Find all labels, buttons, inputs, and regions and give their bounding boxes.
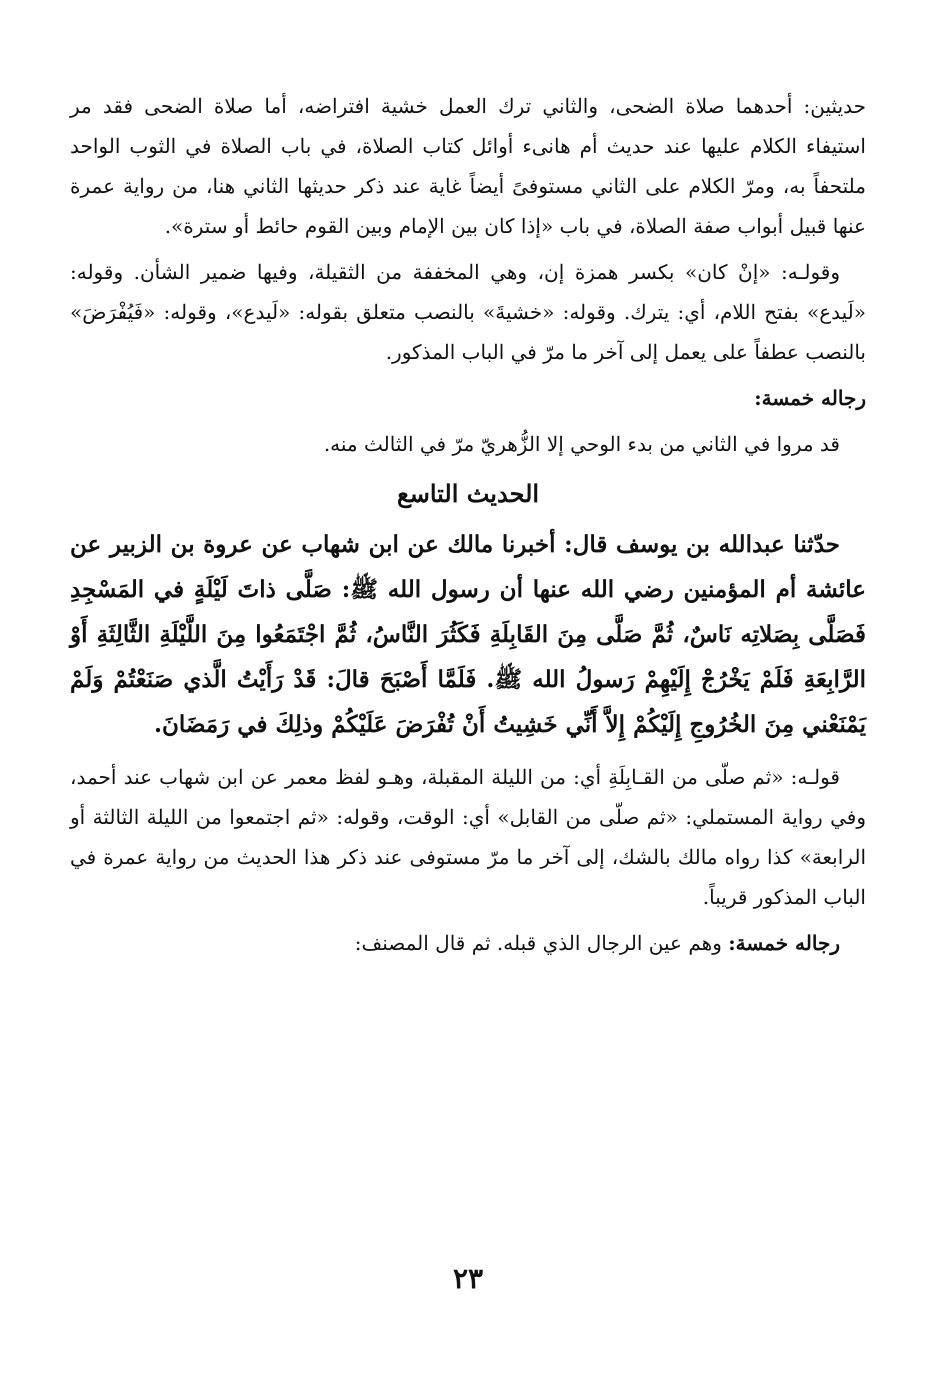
narrators-label-1: رجاله خمسة: (754, 386, 866, 410)
page-number: ٢٣ (452, 1262, 484, 1295)
hadith-matn: صَلَّى ذاتَ لَيْلَةٍ في المَسْجِدِ فَصَلَّى بِصَلاتِه نَاسٌ، ثُمَّ صَلَّى مِنَ القَابِلَةِ فَكَثُرَ النَّاسُ، ثُمَّ اجْتَمَعُوا مِنَ اللَّيْلَةِ الثَّالِثَةِ أَوْ الرَّابِعَةِ فَلَمْ يَخْرُجْ إِلَيْهِمْ رَسولُ الله ﷺ. فَلَمَّا أَصْبَحَ قالَ: قَدْ رَأَيْتُ الَّذي صَنَعْتُمْ وَلَمْ يَمْنَعْني مِنَ الخُرُوجِ إِلَيْكُمْ إِلاَّ أَنِّي خَشِيتُ أَنْ تُفْرَضَ عَلَيْكُمْ وذلِكَ في رَمَضَانَ. (70, 576, 866, 738)
hadith-chain: حدّثنا عبدالله بن يوسف قال: أخبرنا مالك عن ابن شهاب عن عروة بن الزبير عن عائشة أم المؤمنين رضي الله عنها أن رسول الله ﷺ: (70, 531, 866, 603)
paragraph-commentary: قولـه: «ثم صلّى من القـابِلَةِ أي: من الليلة المقبلة، وهـو لفظ معمر عن ابن شهاب عند أحمد، وفي رواية المستملي: «ثم صلّى من القابل» أي: الوقت، وقوله: «ثم اجتمعوا من الليلة الثالثة أو الرابعة» كذا رواه مالك بالشك، إلى آخر ما مرّ مستوفى عند ذكر هذا الحديث من رواية عمرة في الباب المذكور قريباً. (70, 765, 866, 909)
narrators-text-2: وهم عين الرجال الذي قبله. ثم قال المصنف: (354, 931, 722, 955)
paragraph-narrators-2 (70, 923, 866, 963)
page-body (70, 86, 866, 969)
hadith-text (70, 522, 866, 747)
narrators-label-2: رجاله خمسة: (728, 931, 840, 955)
section-heading: الحديث التاسع (396, 479, 540, 508)
paragraph-narrators-note: قد مروا في الثاني من بدء الوحي إلا الزُّهريّ مرّ في الثالث منه. (323, 432, 840, 456)
paragraph-grammar-note: وقولـه: «إنْ كان» بكسر همزة إن، وهي المخففة من الثقيلة، وفيها ضمير الشأن. وقوله: «لَيدع» بفتح اللام، أي: يترك. وقوله: «خشيةَ» بالنصب متعلق بقوله: «لَيدع»، وقوله: «فَيُفْرَضَ» بالنصب عطفاً على يعمل إلى آخر ما مرّ في الباب المذكور. (70, 260, 866, 364)
paragraph-intro: حديثين: أحدهما صلاة الضحى، والثاني ترك العمل خشية افتراضه، أما صلاة الضحى فقد مر استيفاء الكلام عليها عند حديث أم هانىء أوائل كتاب الصلاة، في باب الصلاة في الثوب الواحد ملتحفاً به، ومرّ الكلام على الثاني مستوفىً أيضاً غاية عند ذكر حديثها الثاني هنا، من رواية عمرة عنها قبيل أبواب صفة الصلاة، في باب «إذا كان بين الإمام وبين القوم حائط أو سترة». (70, 94, 866, 238)
